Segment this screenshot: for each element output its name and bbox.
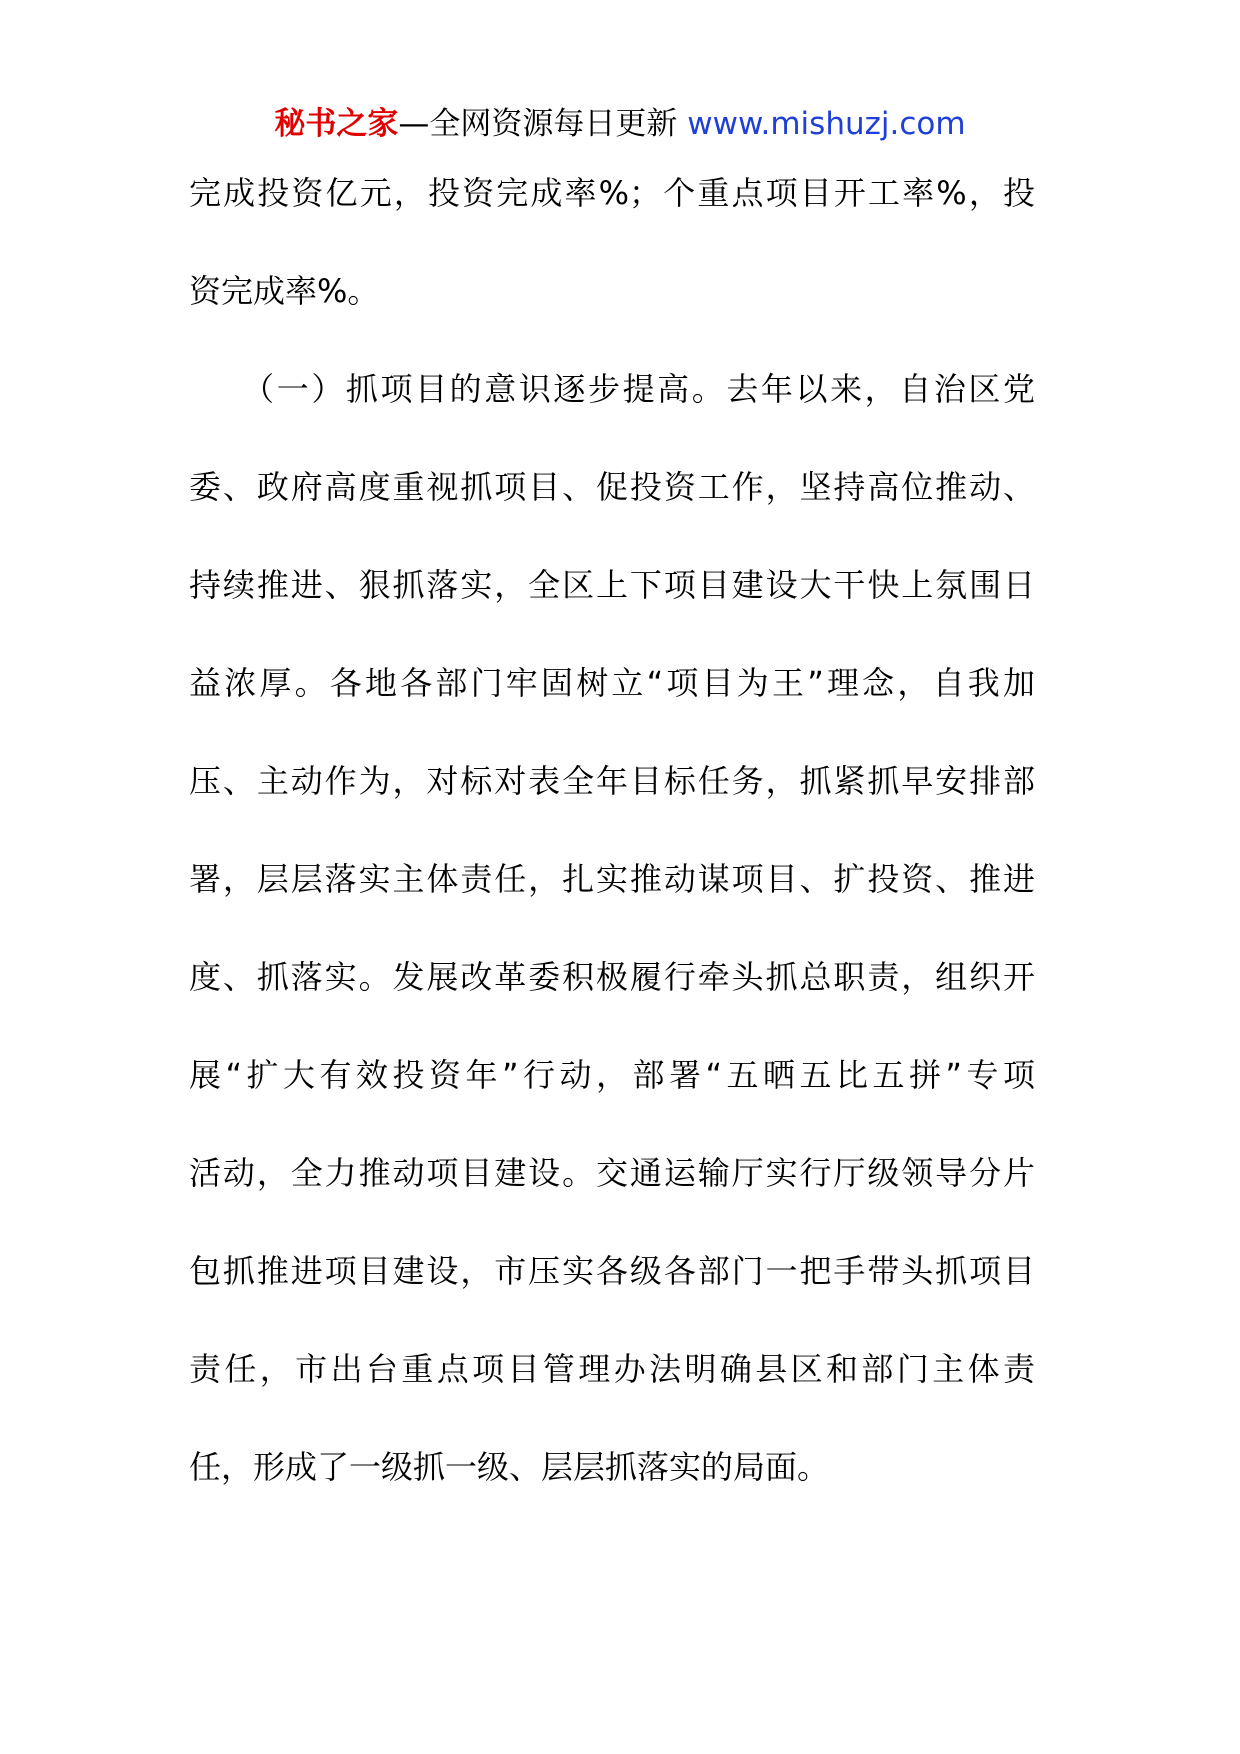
text-line: （一）抓项目的意识逐步提高。去年以来，自治区党 [189, 370, 1035, 408]
text-line: 压、主动作为，对标对表全年目标任务，抓紧抓早安排部 [189, 762, 1035, 800]
text-line: 度、抓落实。发展改革委积极履行牵头抓总职责，组织开 [189, 958, 1035, 996]
site-url[interactable]: www.mishuzj.com [687, 106, 966, 142]
text-line: 署，层层落实主体责任，扎实推动谋项目、扩投资、推进 [189, 860, 1035, 898]
text-line: 包抓推进项目建设，市压实各级各部门一把手带头抓项目 [189, 1252, 1035, 1290]
text-line: 活动，全力推动项目建设。交通运输厅实行厅级领导分片 [189, 1154, 1035, 1192]
text-line: 展“扩大有效投资年”行动，部署“五晒五比五拼”专项 [189, 1056, 1035, 1094]
site-header [0, 100, 1240, 148]
document-body [189, 164, 1035, 1536]
text-line: 责任，市出台重点项目管理办法明确县区和部门主体责 [189, 1350, 1035, 1388]
text-line: 持续推进、狠抓落实，全区上下项目建设大干快上氛围日 [189, 566, 1035, 604]
site-tagline: —全网资源每日更新 [398, 106, 678, 142]
text-line: 委、政府高度重视抓项目、促投资工作，坚持高位推动、 [189, 468, 1035, 506]
text-line: 益浓厚。各地各部门牢固树立“项目为王”理念，自我加 [189, 664, 1035, 702]
text-line: 完成投资亿元，投资完成率%；个重点项目开工率%，投 [189, 174, 1035, 212]
text-line: 任，形成了一级抓一级、层层抓落实的局面。 [189, 1448, 830, 1486]
text-line: 资完成率%。 [189, 272, 380, 310]
site-brand: 秘书之家 [274, 106, 399, 142]
